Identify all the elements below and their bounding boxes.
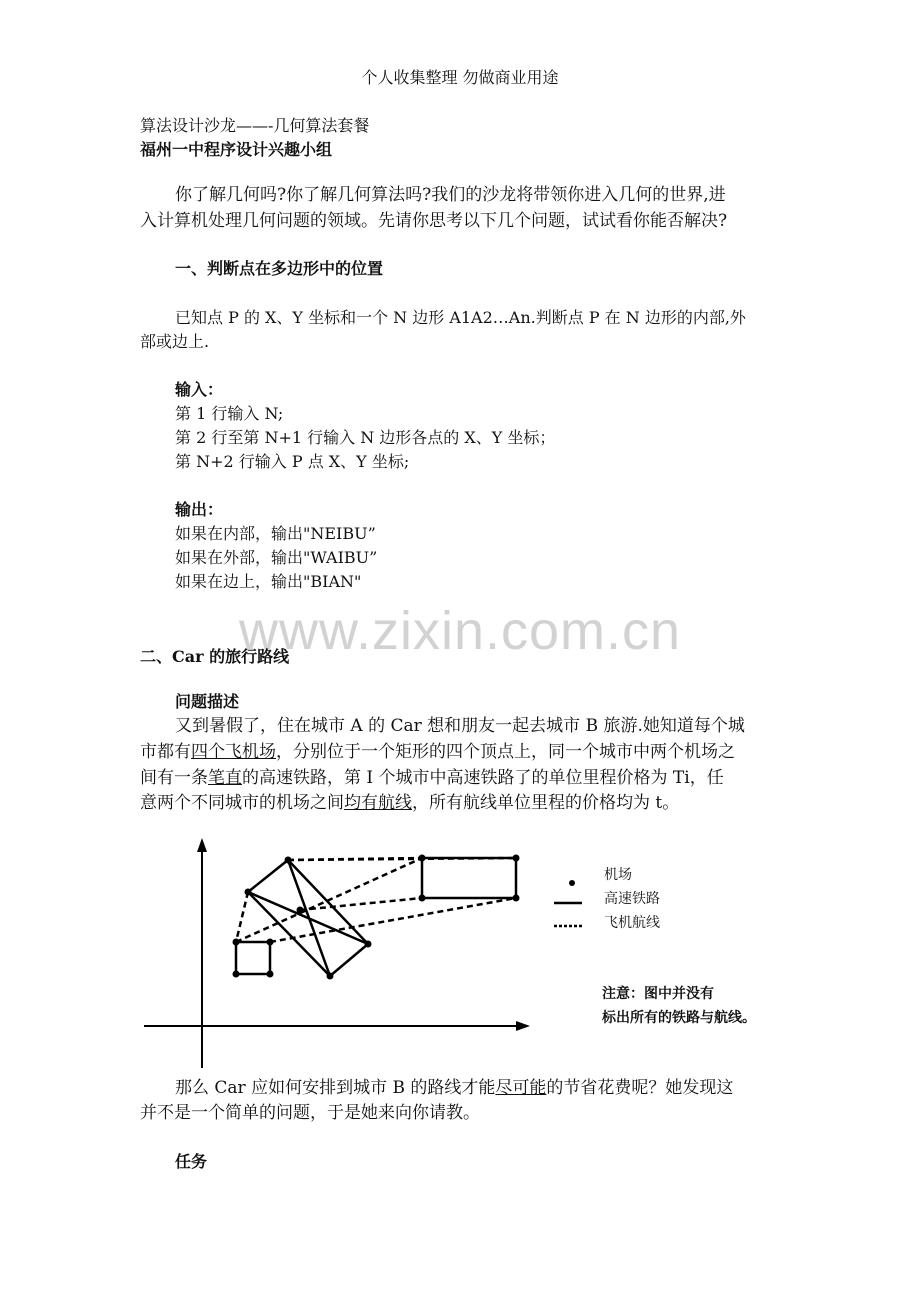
problem-line-2-end: ，分别位于一个矩形的四个顶点上，同一个城市中两个机场之: [276, 742, 735, 762]
flight-routes: [236, 858, 516, 942]
output-line-2: 如果在外部，输出"WAIBU”: [175, 548, 378, 567]
problem-line-3-start: 间有一条: [140, 768, 208, 788]
airport-legend-icon: [569, 880, 575, 886]
input-label: 输入：: [175, 380, 224, 399]
after-line-1-start: 那么 Car 应如何安排到城市 B 的路线才能: [175, 1078, 496, 1098]
problem-line-4-start: 意两个不同城市的机场之间: [140, 793, 344, 813]
problem-line-2: [140, 740, 735, 764]
input-line-2: 第 2 行至第 N+1 行输入 N 边形各点的 X、Y 坐标；: [175, 428, 556, 447]
airport-points: [233, 855, 520, 980]
page-header: 个人收集整理 勿做商业用途: [361, 68, 559, 87]
section1-desc-line-2: 部或边上.: [140, 332, 210, 351]
document-subtitle: 福州一中程序设计兴趣小组: [140, 140, 333, 159]
underlined-straight: 笔直: [208, 768, 242, 788]
legend-symbols: [552, 874, 592, 934]
legend-airport-label: 机场: [604, 867, 632, 883]
section1-desc-line-1: 已知点 P 的 X、Y 坐标和一个 N 边形 A1A2…An.判断点 P 在 N 边形的内部,外: [175, 308, 746, 327]
railway-lines: [236, 858, 516, 976]
legend-railway-label: 高速铁路: [604, 891, 660, 907]
output-line-1: 如果在内部，输出"NEIBU”: [175, 524, 376, 543]
section2-heading: 二、Car 的旅行路线: [140, 647, 290, 666]
task-label: 任务: [175, 1152, 208, 1171]
city-airport-diagram: [140, 836, 540, 1068]
intro-line-2: 入计算机处理几何问题的领域。先请你思考以下几个问题，试试看你能否解决?: [140, 211, 728, 231]
after-diagram-line-2: 并不是一个简单的问题，于是她来向你请教。: [140, 1103, 480, 1123]
problem-line-4-end: ，所有航线单位里程的价格均为 t。: [412, 793, 680, 813]
watermark: www.zixin.com.cn: [238, 601, 682, 661]
diagram-note-line-2: 标出所有的铁路与航线。: [602, 1010, 756, 1026]
x-axis-arrow-icon: [516, 1021, 530, 1031]
underlined-all-have-flights: 均有航线: [344, 793, 412, 813]
underlined-as-much-as-possible: 尽可能: [495, 1078, 547, 1098]
after-line-1-end: 的节省花费呢？她发现这: [546, 1078, 734, 1098]
output-line-3: 如果在边上，输出"BIAN": [175, 572, 362, 591]
problem-line-3-end: 的高速铁路，第 I 个城市中高速铁路了的单位里程价格为 Ti，任: [242, 768, 724, 788]
document-title: 算法设计沙龙——-几何算法套餐: [140, 116, 370, 135]
y-axis-arrow-icon: [197, 838, 207, 852]
intro-line-1: 你了解几何吗?你了解几何算法吗?我们的沙龙将带领你进入几何的世界,进: [175, 185, 726, 205]
section1-heading: 一、判断点在多边形中的位置: [175, 259, 384, 278]
input-line-3: 第 N+2 行输入 P 点 X、Y 坐标;: [175, 452, 410, 471]
problem-label: 问题描述: [175, 692, 240, 711]
problem-line-2-start: 市都有: [140, 742, 191, 762]
input-line-1: 第 1 行输入 N;: [175, 404, 284, 423]
diagram-note-line-1: 注意：图中并没有: [602, 986, 714, 1002]
problem-line-4: [140, 791, 679, 815]
legend-flight-label: 飞机航线: [604, 915, 660, 931]
underlined-four-airports: 四个飞机场: [191, 742, 276, 762]
problem-line-1: 又到暑假了，住在城市 A 的 Car 想和朋友一起去城市 B 旅游.她知道每个城: [175, 716, 745, 736]
output-label: 输出：: [175, 500, 224, 519]
problem-line-3: [140, 766, 724, 790]
after-diagram-line-1: [175, 1076, 733, 1100]
